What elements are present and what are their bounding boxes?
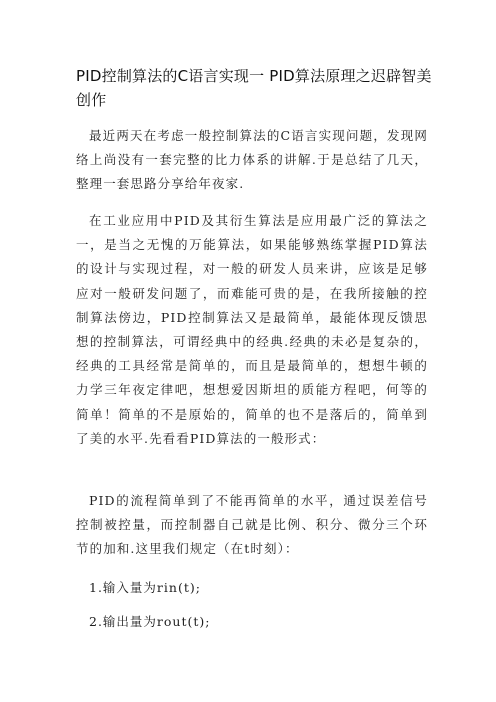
list-item-output: 2.输出量为rout(t); xyxy=(89,614,211,629)
paragraph-intro: 最近两天在考虑一般控制算法的C语言实现问题，发现网络上尚没有一套完整的比力体系的讲解.于是总结了几天，整理一套思路分享给年夜家. xyxy=(76,128,428,192)
paragraph-industrial-application: 在工业应用中PID及其衍生算法是应用最广泛的算法之一，是当之无愧的万能算法，如果能够熟练掌握PID算法的设计与实现过程，对一般的研发人员来讲，应该是足够应对一般研发问题了，而难能可贵的是，在我所接触的控制算法傍边，PID控制算法又是最简单，最能体现反馈思想的控制算法，可谓经典中的经典.经典的未必是复杂的，经典的工具经常是简单的，而且是最简单的，想想牛顿的力学三年夜定律吧，想想爱因斯坦的质能方程吧，何等的简单！简单的不是原始的，简单的也不是落后的，简单到了美的水平.先看看PID算法的一般形式： xyxy=(76,213,428,446)
list-item-input: 1.输入量为rin(t); xyxy=(89,580,201,595)
document-title: PID控制算法的C语言实现一 PID算法原理之迟辟智美创作 xyxy=(76,67,432,109)
paragraph-pid-flow: PID的流程简单到了不能再简单的水平，通过误差信号控制被控量，而控制器自己就是比例、积分、微分三个环节的加和.这里我们规定（在t时刻）： xyxy=(76,493,428,557)
